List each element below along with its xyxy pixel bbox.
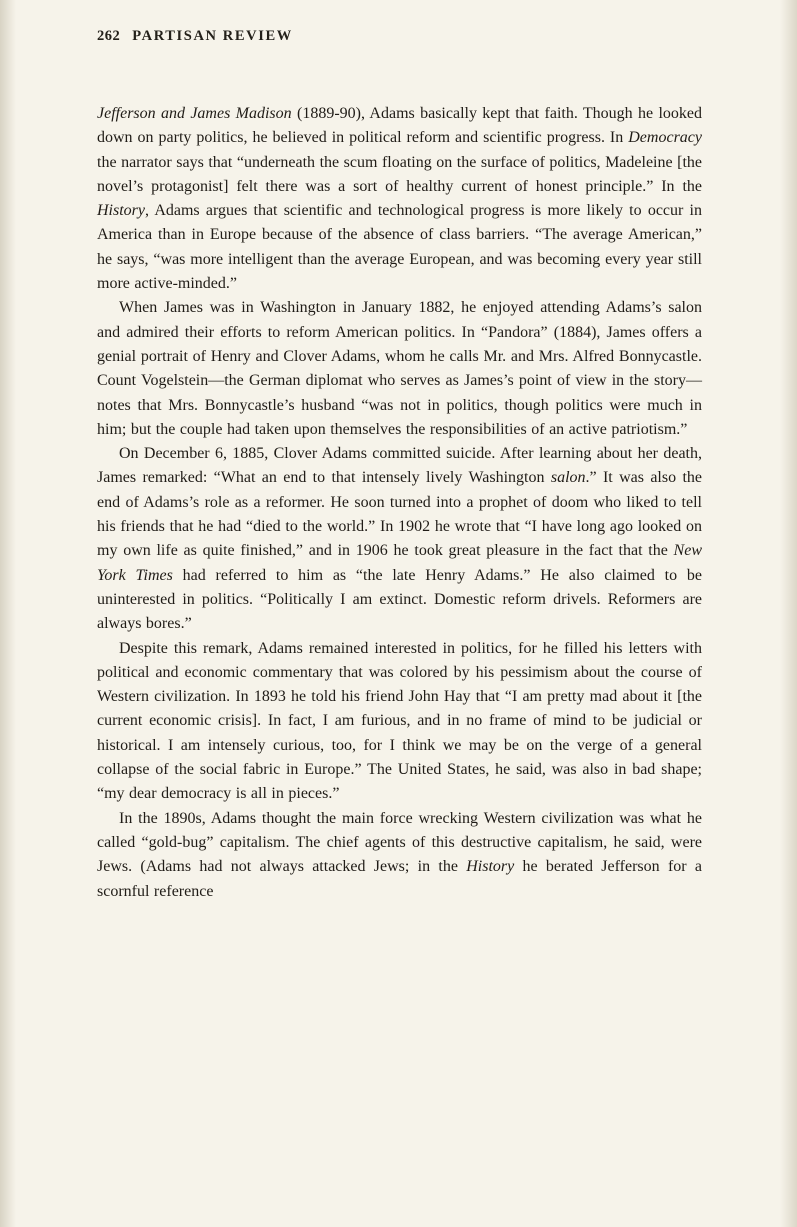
text-run: had referred to him as “the late Henry Adams.” He also claimed to be uninterested in politics. “Politically I am extinct. Domestic reform drivels. Reformers are always bores.” xyxy=(97,566,702,633)
text-run: the narrator says that “underneath the scum floating on the surface of politics, Madeleine [the novel’s protagonist] felt there was a sort of healthy current of honest principle.” In the xyxy=(97,153,702,195)
page-number: 262 xyxy=(97,28,121,44)
paragraph xyxy=(97,102,702,296)
running-head xyxy=(97,28,702,45)
text-run: .” It was also the end of Adams’s role as a reformer. He soon turned into a prophet of doom who liked to tell his friends that he had “died to the world.” In 1902 he wrote that “I have long ago looked on my own life as quite finished,” and in 1906 he took great pleasure in the fact that the xyxy=(97,469,703,560)
paragraph xyxy=(97,637,702,807)
paragraph xyxy=(97,807,702,904)
text-run: he berated Jefferson for a scornful reference xyxy=(97,858,702,900)
italic-text-run: Jefferson and James Madison xyxy=(97,105,292,122)
italic-text-run: New York Times xyxy=(97,542,702,584)
text-run: On December 6, 1885, Clover Adams committed suicide. After learning about her death, James remarked: “What an end to that intensely lively Washington xyxy=(97,445,702,487)
text-run: , Adams argues that scientific and technological progress is more likely to occur in America than in Europe because of the absence of class barriers. “The average American,” he says, “was more intelligent than the average European, and was becoming every year still more active-minded.” xyxy=(97,202,702,293)
paragraph xyxy=(97,442,702,636)
text-run: (1889-90), Adams basically kept that faith. Though he looked down on party politics, he believed in political reform and scientific progress. In xyxy=(97,105,702,147)
italic-text-run: salon xyxy=(550,469,586,487)
body-text xyxy=(97,102,702,904)
text-run: In the 1890s, Adams thought the main force wrecking Western civilization was what he called “gold-bug” capitalism. The chief agents of this destructive capitalism, he said, were Jews. (Adams had not always attacked Jews; in the xyxy=(97,809,702,876)
paragraph xyxy=(97,296,702,442)
italic-text-run: Democracy xyxy=(628,129,702,147)
italic-text-run: History xyxy=(97,202,145,220)
journal-title: PARTISAN REVIEW xyxy=(132,28,293,44)
italic-text-run: History xyxy=(466,858,515,876)
text-run: Despite this remark, Adams remained interested in politics, for he filled his letters with political and economic commentary that was colored by his pessimism about the course of Western civilization. In 1893 he told his friend John Hay that “I am pretty mad about it [the current economic crisis]. In fact, I am furious, and in no frame of mind to be judicial or historical. I am intensely curious, too, for I think we may be on the verge of a general collapse of the social fabric in Europe.” The United States, he said, was also in bad shape; “my dear democracy is all in pieces.” xyxy=(97,639,702,803)
text-run: When James was in Washington in January 1882, he enjoyed attending Adams’s salon and admired their efforts to reform American politics. In “Pandora” (1884), James offers a genial portrait of Henry and Clover Adams, whom he calls Mr. and Mrs. Alfred Bonnycastle. Count Vogelstein—the German diplomat who serves as James’s point of view in the story—notes that Mrs. Bonnycastle’s husband “was not in politics, though politics were much in him; but the couple had taken upon themselves the responsibilities of an active patriotism.” xyxy=(97,299,702,438)
